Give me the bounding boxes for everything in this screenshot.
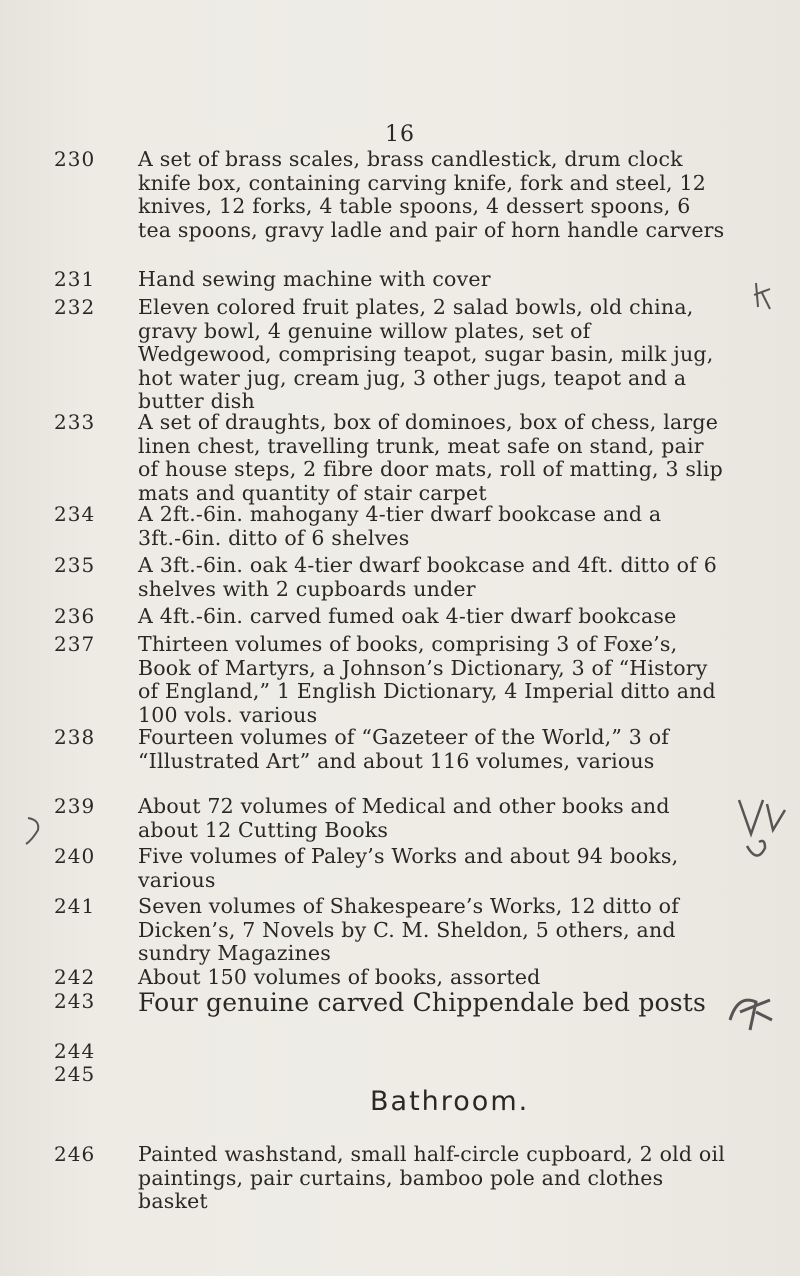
lot-number: 231 [54, 267, 96, 291]
section-heading: Bathroom. [370, 1086, 530, 1117]
lot-number: 236 [54, 604, 96, 628]
lot-246 [54, 1142, 728, 1214]
lot-description: About 150 volumes of books, assorted [138, 965, 541, 989]
lot-description: Hand sewing machine with cover [138, 267, 491, 291]
lot-description: A set of brass scales, brass candlestick, drum clock knife box, containing carving knife, fork and steel, 12 knives, 12 forks, 4 table spoons, 4 dessert spoons, 6 tea spoons, gravy ladle and pair of horn handle carvers [138, 147, 725, 242]
lot-242 [54, 965, 728, 990]
lot-number: 233 [54, 410, 96, 434]
lot-231 [54, 267, 728, 292]
pencil-annotation-mark [735, 790, 795, 860]
lot-230 [54, 147, 728, 242]
lot-number: 237 [54, 632, 96, 656]
lot-description: Five volumes of Paley’s Works and about 94 books, various [138, 844, 679, 892]
lot-234 [54, 502, 728, 550]
lot-number: 241 [54, 894, 96, 918]
pencil-annotation-mark [748, 275, 778, 320]
lot-235 [54, 553, 728, 601]
lot-description: About 72 volumes of Medical and other books and about 12 Cutting Books [138, 794, 670, 842]
lot-237 [54, 632, 728, 727]
lot-number-244: 244 [54, 1039, 96, 1063]
lot-number: 230 [54, 147, 96, 171]
lot-number: 242 [54, 965, 96, 989]
lot-description: Painted washstand, small half-circle cupboard, 2 old oil paintings, pair curtains, bamboo pole and clothes basket [138, 1142, 725, 1213]
pencil-annotation-mark [726, 990, 776, 1035]
lot-number: 235 [54, 553, 96, 577]
lot-number: 239 [54, 794, 96, 818]
lot-description: Fourteen volumes of “Gazeteer of the World,” 3 of “Illustrated Art” and about 116 volumes, various [138, 725, 670, 773]
lot-number: 232 [54, 295, 96, 319]
lot-description: A set of draughts, box of dominoes, box of chess, large linen chest, travelling trunk, meat safe on stand, pair of house steps, 2 fibre door mats, roll of matting, 3 slip mats and quantity of stair carpet [138, 410, 723, 505]
lot-description: Thirteen volumes of books, comprising 3 of Foxe’s, Book of Martyrs, a Johnson’s Dictionary, 3 of “History of England,” 1 English Dictionary, 4 Imperial ditto and 100 vols. various [138, 632, 716, 727]
lot-236 [54, 604, 728, 629]
lot-232 [54, 295, 728, 414]
lot-description: Seven volumes of Shakespeare’s Works, 12 ditto of Dicken’s, 7 Novels by C. M. Sheldon, 5 others, and sundry Magazines [138, 894, 679, 965]
lot-238 [54, 725, 728, 773]
lot-number: 238 [54, 725, 96, 749]
lot-240 [54, 844, 728, 892]
lot-241 [54, 894, 728, 966]
lot-239 [54, 794, 728, 842]
lot-description: A 2ft.-6in. mahogany 4-tier dwarf bookcase and a 3ft.-6in. ditto of 6 shelves [138, 502, 662, 550]
lot-number: 234 [54, 502, 96, 526]
lot-description: Eleven colored fruit plates, 2 salad bowls, old china, gravy bowl, 4 genuine willow plates, set of Wedgewood, comprising teapot, sugar basin, milk jug, hot water jug, cream jug, 3 other jugs, teapot and a butter dish [138, 295, 714, 413]
page-number: 16 [385, 122, 415, 147]
pencil-annotation-mark [22, 810, 52, 850]
lot-description: A 3ft.-6in. oak 4-tier dwarf bookcase and 4ft. ditto of 6 shelves with 2 cupboards under [138, 553, 717, 601]
lot-description: Four genuine carved Chippendale bed posts [138, 988, 707, 1017]
lot-number-245: 245 [54, 1062, 96, 1086]
lot-number: 243 [54, 989, 96, 1013]
lot-233 [54, 410, 728, 505]
lot-243 [54, 988, 728, 1017]
lot-number: 246 [54, 1142, 96, 1166]
lot-description: A 4ft.-6in. carved fumed oak 4-tier dwarf bookcase [138, 604, 677, 628]
lot-number: 240 [54, 844, 96, 868]
